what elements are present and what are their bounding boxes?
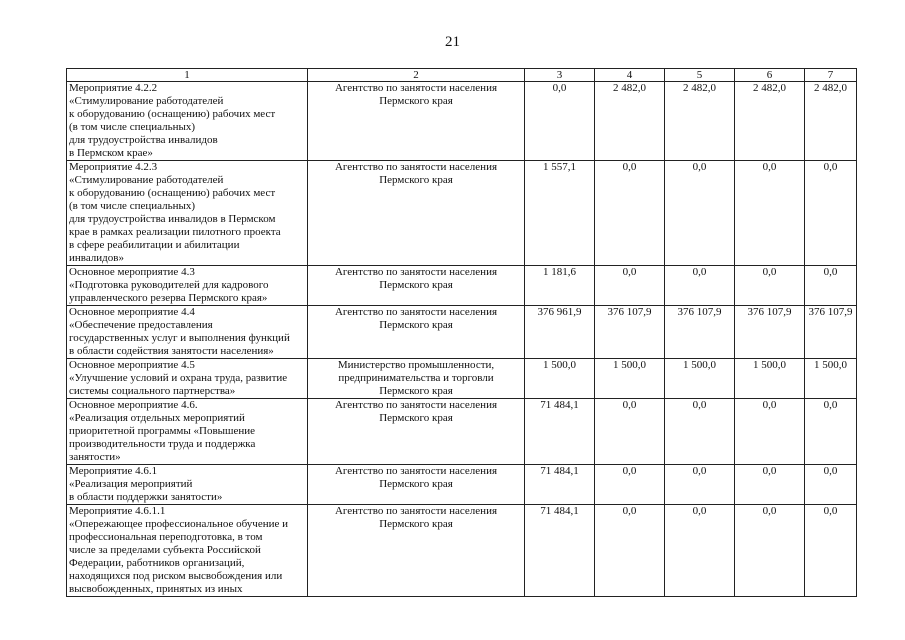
funding-value-cell: 376 107,9 [665, 306, 735, 359]
column-number-2: 2 [308, 69, 525, 82]
executor-line: Пермского края [379, 412, 453, 424]
activity-name-line: Основное мероприятие 4.4 [69, 306, 195, 318]
activity-name-line: «Стимулирование работодателей [69, 95, 224, 107]
funding-value-cell: 0,0 [665, 266, 735, 306]
activity-name-line: государственных услуг и выполнения функций [69, 332, 290, 344]
executor-line: Агентство по занятости населения [334, 465, 498, 477]
activity-name-line: к оборудованию (оснащению) рабочих мест [69, 108, 276, 120]
funding-value-cell: 376 107,9 [805, 306, 857, 359]
executor-line: Пермского края [379, 279, 453, 291]
executor-cell [308, 505, 525, 597]
activity-name-line: в области поддержки занятости» [69, 491, 223, 503]
funding-value-cell: 0,0 [665, 161, 735, 266]
activity-name-line: Основное мероприятие 4.3 [69, 266, 195, 278]
activity-name-line: «Реализация отдельных мероприятий [69, 412, 245, 424]
column-number-7: 7 [805, 69, 857, 82]
funding-value-cell: 0,0 [735, 465, 805, 505]
executor-line: Пермского края [379, 518, 453, 530]
activity-name-line: инвалидов» [69, 252, 124, 264]
activity-name-line: в сфере реабилитации и абилитации [69, 239, 240, 251]
activity-name-cell [67, 505, 308, 597]
funding-value-cell: 0,0 [735, 266, 805, 306]
funding-value-cell: 0,0 [525, 82, 595, 161]
executor-line: Пермского края [379, 95, 453, 107]
funding-value-cell: 1 181,6 [525, 266, 595, 306]
funding-value-cell: 376 107,9 [735, 306, 805, 359]
activity-name-line: крае в рамках реализации пилотного проекта [69, 226, 281, 238]
funding-value-cell: 0,0 [595, 399, 665, 465]
funding-value-cell: 2 482,0 [665, 82, 735, 161]
column-number-5: 5 [665, 69, 735, 82]
funding-value-cell: 0,0 [595, 505, 665, 597]
funding-value-cell: 0,0 [735, 399, 805, 465]
activity-name-line: «Обеспечение предоставления [69, 319, 213, 331]
activity-name-line: для трудоустройства инвалидов в Пермском [69, 213, 276, 225]
executor-line: предпринимательства и торговли [338, 372, 494, 384]
activity-name-line: числе за пределами субъекта Российской [69, 544, 261, 556]
funding-value-cell: 0,0 [665, 465, 735, 505]
activity-name-line: «Реализация мероприятий [69, 478, 193, 490]
table-row [67, 505, 857, 597]
executor-cell [308, 266, 525, 306]
table-row [67, 82, 857, 161]
column-number-1: 1 [67, 69, 308, 82]
funding-value-cell: 1 500,0 [665, 359, 735, 399]
executor-cell [308, 399, 525, 465]
activity-name-line: профессиональная переподготовка, в том [69, 531, 263, 543]
funding-value-cell: 2 482,0 [735, 82, 805, 161]
activity-name-cell [67, 399, 308, 465]
funding-value-cell: 2 482,0 [805, 82, 857, 161]
activity-name-line: «Опережающее профессиональное обучение и [69, 518, 289, 530]
funding-value-cell: 71 484,1 [525, 505, 595, 597]
executor-line: Агентство по занятости населения [334, 266, 498, 278]
funding-value-cell: 0,0 [735, 505, 805, 597]
activity-name-line: Федерации, работников организаций, [69, 557, 245, 569]
funding-value-cell: 1 500,0 [595, 359, 665, 399]
funding-value-cell: 0,0 [595, 266, 665, 306]
activity-name-cell [67, 161, 308, 266]
executor-line: Агентство по занятости населения [334, 505, 498, 517]
executor-cell [308, 161, 525, 266]
executor-cell [308, 82, 525, 161]
funding-value-cell: 1 500,0 [525, 359, 595, 399]
activity-name-line: Мероприятие 4.2.3 [69, 161, 158, 173]
program-funding-table [66, 68, 857, 597]
activity-name-line: Мероприятие 4.2.2 [69, 82, 158, 94]
executor-line: Пермского края [379, 385, 453, 397]
table-row [67, 359, 857, 399]
funding-value-cell: 1 500,0 [805, 359, 857, 399]
activity-name-line: (в том числе специальных) [69, 200, 196, 212]
funding-value-cell: 2 482,0 [595, 82, 665, 161]
activity-name-line: управленческого резерва Пермского края» [69, 292, 268, 304]
funding-value-cell: 0,0 [595, 465, 665, 505]
activity-name-line: Основное мероприятие 4.6. [69, 399, 198, 411]
activity-name-line: системы социального партнерства» [69, 385, 236, 397]
executor-cell [308, 465, 525, 505]
executor-line: Агентство по занятости населения [334, 399, 498, 411]
executor-line: Министерство промышленности, [337, 359, 495, 371]
executor-line: Агентство по занятости населения [334, 306, 498, 318]
activity-name-line: производительности труда и поддержка [69, 438, 256, 450]
activity-name-cell [67, 266, 308, 306]
column-number-header-row [67, 69, 857, 82]
page-number: 21 [445, 34, 460, 50]
activity-name-line: «Улучшение условий и охрана труда, развитие [69, 372, 288, 384]
activity-name-line: в области содействия занятости населения» [69, 345, 274, 357]
activity-name-cell [67, 359, 308, 399]
activity-name-line: Мероприятие 4.6.1 [69, 465, 158, 477]
column-number-6: 6 [735, 69, 805, 82]
activity-name-cell [67, 465, 308, 505]
activity-name-line: «Подготовка руководителей для кадрового [69, 279, 269, 291]
table-row [67, 465, 857, 505]
funding-value-cell: 376 961,9 [525, 306, 595, 359]
activity-name-line: к оборудованию (оснащению) рабочих мест [69, 187, 276, 199]
activity-name-line: (в том числе специальных) [69, 121, 196, 133]
executor-cell [308, 359, 525, 399]
funding-value-cell: 0,0 [595, 161, 665, 266]
activity-name-line: находящихся под риском высвобождения или [69, 570, 283, 582]
executor-line: Агентство по занятости населения [334, 82, 498, 94]
table-row [67, 399, 857, 465]
funding-value-cell: 1 500,0 [735, 359, 805, 399]
funding-value-cell: 0,0 [805, 161, 857, 266]
funding-value-cell: 0,0 [665, 505, 735, 597]
activity-name-line: в Пермском крае» [69, 147, 153, 159]
activity-name-line: Мероприятие 4.6.1.1 [69, 505, 166, 517]
activity-name-cell [67, 82, 308, 161]
funding-value-cell: 0,0 [665, 399, 735, 465]
activity-name-line: занятости» [69, 451, 121, 463]
activity-name-cell [67, 306, 308, 359]
executor-line: Пермского края [379, 319, 453, 331]
executor-cell [308, 306, 525, 359]
funding-value-cell: 0,0 [805, 465, 857, 505]
column-number-4: 4 [595, 69, 665, 82]
funding-value-cell: 0,0 [805, 505, 857, 597]
table-row [67, 306, 857, 359]
activity-name-line: приоритетной программы «Повышение [69, 425, 256, 437]
activity-name-line: высвобожденных, принятых из иных [69, 583, 243, 595]
executor-line: Пермского края [379, 478, 453, 490]
column-number-3: 3 [525, 69, 595, 82]
activity-name-line: «Стимулирование работодателей [69, 174, 224, 186]
table-row [67, 161, 857, 266]
funding-value-cell: 1 557,1 [525, 161, 595, 266]
funding-value-cell: 71 484,1 [525, 399, 595, 465]
funding-value-cell: 0,0 [735, 161, 805, 266]
activity-name-line: для трудоустройства инвалидов [69, 134, 218, 146]
executor-line: Агентство по занятости населения [334, 161, 498, 173]
executor-line: Пермского края [379, 174, 453, 186]
funding-value-cell: 0,0 [805, 399, 857, 465]
funding-value-cell: 376 107,9 [595, 306, 665, 359]
table-row [67, 266, 857, 306]
funding-value-cell: 71 484,1 [525, 465, 595, 505]
funding-value-cell: 0,0 [805, 266, 857, 306]
activity-name-line: Основное мероприятие 4.5 [69, 359, 195, 371]
